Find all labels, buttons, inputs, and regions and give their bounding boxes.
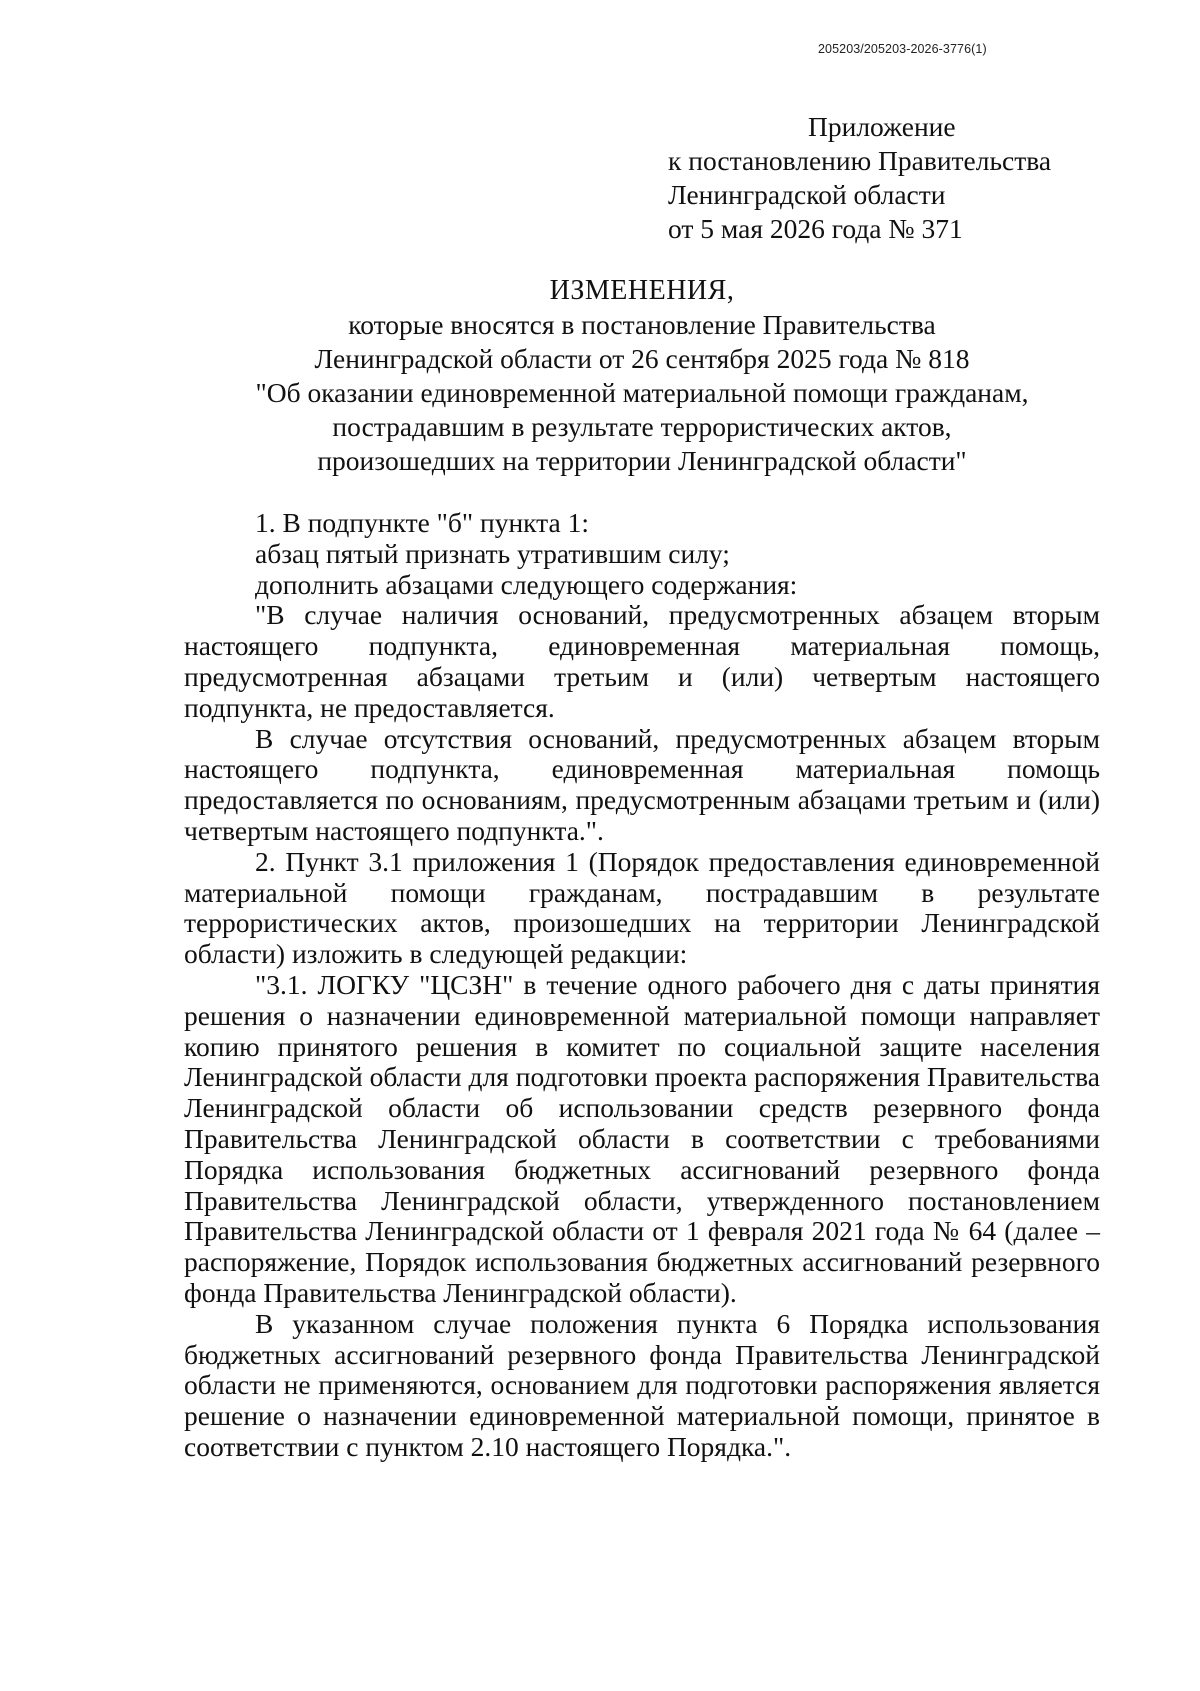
paragraph-8: В указанном случае положения пункта 6 Порядка использования бюджетных ассигнований резервного фонда Правительства Ленинградской области не применяются, основанием для подготовки распоряжения является решение о назначении единовременной материальной помощи, принятое в соответствии с пунктом 2.10 настоящего Порядка.". — [184, 1307, 1100, 1462]
paragraph-3: дополнить абзацами следующего содержания: — [255, 568, 798, 600]
heading-line-4: пострадавшим в результате террористических актов, — [332, 411, 952, 442]
document-body — [184, 508, 1100, 1463]
paragraph-6: 2. Пункт 3.1 приложения 1 (Порядок предоставления единовременной материальной помощи гражданам, пострадавшим в результате террористических актов, произошедших на территории Ленинградской области) изложить в следующей редакции: — [184, 845, 1100, 970]
appendix-line-3: Ленинградской области — [668, 179, 946, 210]
appendix-line-4: от 5 мая 2026 года № 371 — [668, 213, 963, 244]
heading-title: ИЗМЕНЕНИЯ, — [549, 275, 735, 306]
appendix-block — [668, 110, 1128, 246]
paragraph-2: абзац пятый признать утратившим силу; — [255, 537, 730, 569]
appendix-line-1: Приложение — [808, 111, 956, 142]
heading-line-2: Ленинградской области от 26 сентября 2025 года № 818 — [314, 343, 970, 374]
heading-line-5: произошедших на территории Ленинградской области" — [317, 445, 967, 476]
paragraph-5: В случае отсутствия оснований, предусмотренных абзацем вторым настоящего подпункта, единовременная материальная помощь предоставляется по основаниям, предусмотренным абзацами третьим и (или) четвертым настоящего подпункта.". — [184, 722, 1100, 846]
paragraph-7: "3.1. ЛОГКУ "ЦСЗН" в течение одного рабочего дня с даты принятия решения о назначении единовременной материальной помощи направляет копию принятого решения в комитет по социальной защите населения Ленинградской области для подготовки проекта распоряжения Правительства Ленинградской области об использовании средств резервного фонда Правительства Ленинградской области в соответствии с требованиями Порядка использования бюджетных ассигнований резервного фонда Правительства Ленинградской области, утвержденного постановлением Правительства Ленинградской области от 1 февраля 2021 года № 64 (далее – распоряжение, Порядок использования бюджетных ассигнований резервного фонда Правительства Ленинградской области). — [184, 968, 1100, 1308]
heading-line-3: "Об оказании единовременной материальной помощи гражданам, — [255, 377, 1029, 408]
document-id: 205203/205203-2026-3776(1) — [818, 42, 987, 56]
document-heading — [184, 274, 1100, 478]
heading-line-1: которые вносятся в постановление Правительства — [348, 309, 936, 340]
appendix-line-2: к постановлению Правительства — [668, 145, 1052, 176]
paragraph-4: "В случае наличия оснований, предусмотренных абзацем вторым настоящего подпункта, единовременная материальная помощь, предусмотренная абзацами третьим и (или) четвертым настоящего подпункта, не предоставляется. — [184, 599, 1100, 723]
paragraph-1: 1. В подпункте "б" пункта 1: — [255, 507, 589, 538]
